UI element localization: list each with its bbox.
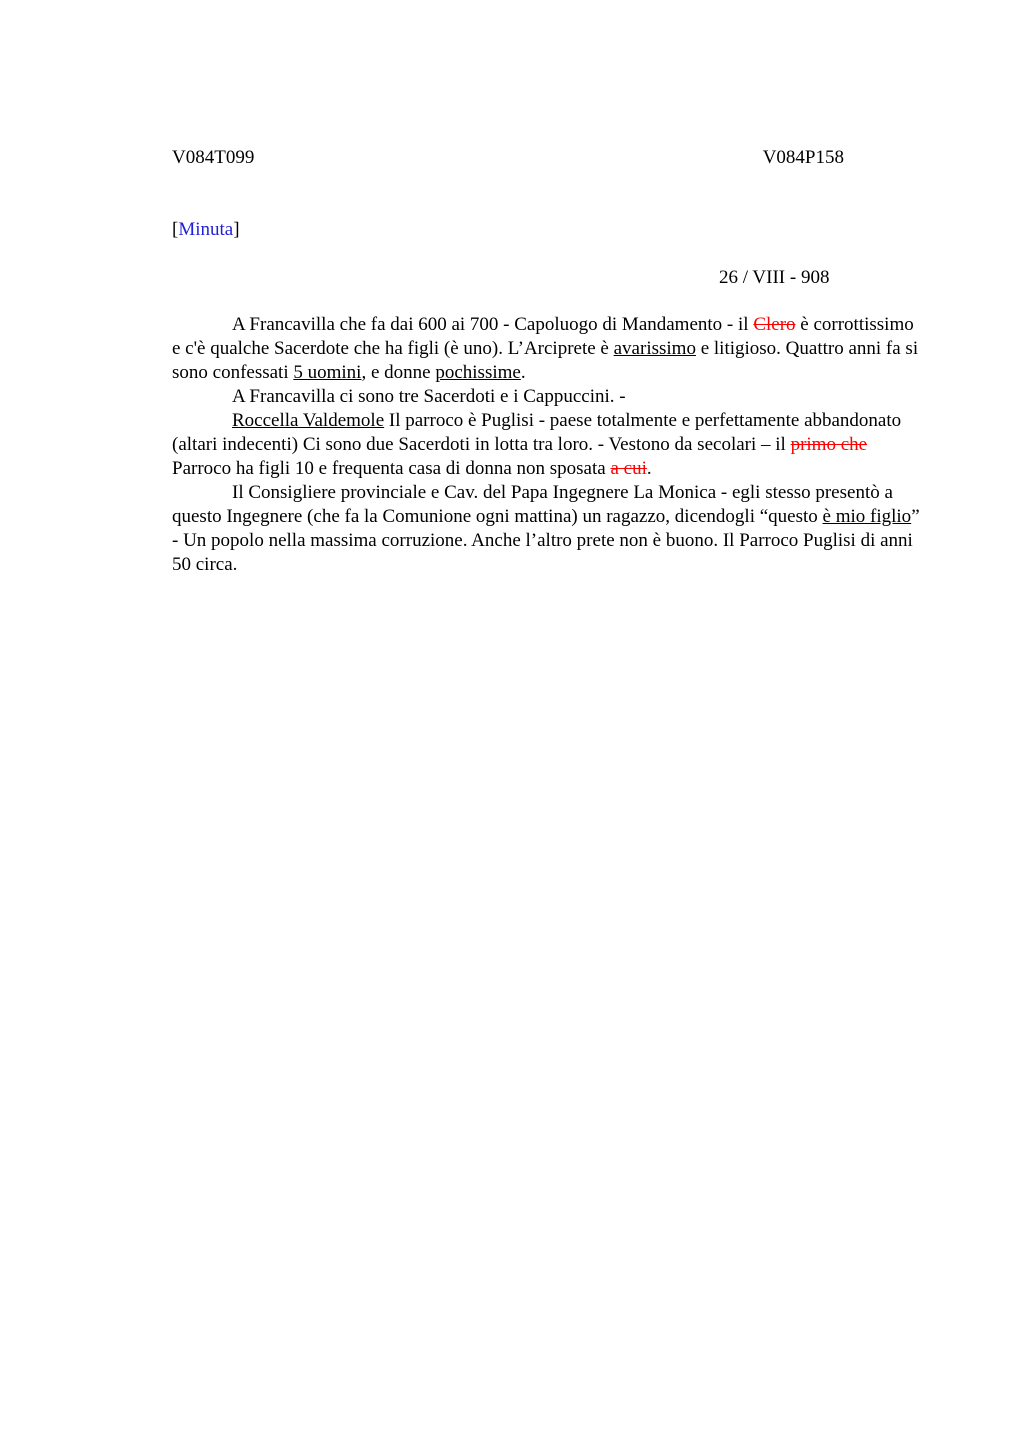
deleted-text: a cui (610, 458, 647, 479)
document-date: 26 / VIII - 908 (719, 267, 830, 288)
text-run: A Francavilla che fa dai 600 ai 700 - Capoluogo di Mandamento - il (232, 314, 754, 335)
underlined-text: Roccella Valdemole (232, 410, 385, 431)
paragraph-consigliere (172, 481, 922, 577)
text-run: A Francavilla ci sono tre Sacerdoti e i Cappuccini. - (232, 386, 626, 407)
document-body (172, 313, 922, 577)
underlined-text: 5 uomini (293, 362, 362, 383)
underlined-text: è mio figlio (822, 506, 912, 527)
text-run: e litigioso. Quattro anni fa si sono confessati (172, 338, 919, 383)
underlined-text: pochissime (435, 362, 521, 383)
deleted-text: Clero (753, 314, 796, 335)
paragraph-roccella (172, 409, 922, 481)
text-run: Il Consigliere provinciale e Cav. del Papa Ingegnere La Monica - egli stesso presentò a questo Ingegnere (che fa la Comunione ogni mattina) un ragazzo, dicendogli “questo (172, 482, 893, 527)
deleted-text: primo che (790, 434, 868, 455)
minuta-open-bracket: [ (172, 219, 179, 240)
text-run: . (520, 362, 526, 383)
text-run: ” - Un popolo nella massima corruzione. Anche l’altro prete non è buono. Il Parroco Puglisi di anni 50 circa. (172, 506, 920, 575)
paragraph-francavilla (172, 313, 922, 385)
minuta-link[interactable]: Minuta (178, 219, 234, 240)
text-run: . (646, 458, 652, 479)
text-run: , e donne (361, 362, 436, 383)
right-document-id: V084P158 (762, 147, 844, 168)
text-run: è corrottissimo e c'è qualche Sacerdote che ha figli (è uno). L’Arciprete è (172, 314, 914, 359)
paragraph-francavilla-priests (172, 385, 922, 409)
minuta-close-bracket: ] (233, 219, 240, 240)
left-document-id: V084T099 (172, 147, 255, 168)
text-run: Il parroco è Puglisi - paese totalmente e perfettamente abbandonato (altari indecenti) Ci sono due Sacerdoti in lotta tra loro. - Vestono da secolari – il (172, 410, 902, 455)
text-run: Parroco ha figli 10 e frequenta casa di donna non sposata (172, 458, 611, 479)
document-ids (172, 146, 844, 170)
minuta-label (172, 218, 240, 242)
underlined-text: avarissimo (613, 338, 696, 359)
